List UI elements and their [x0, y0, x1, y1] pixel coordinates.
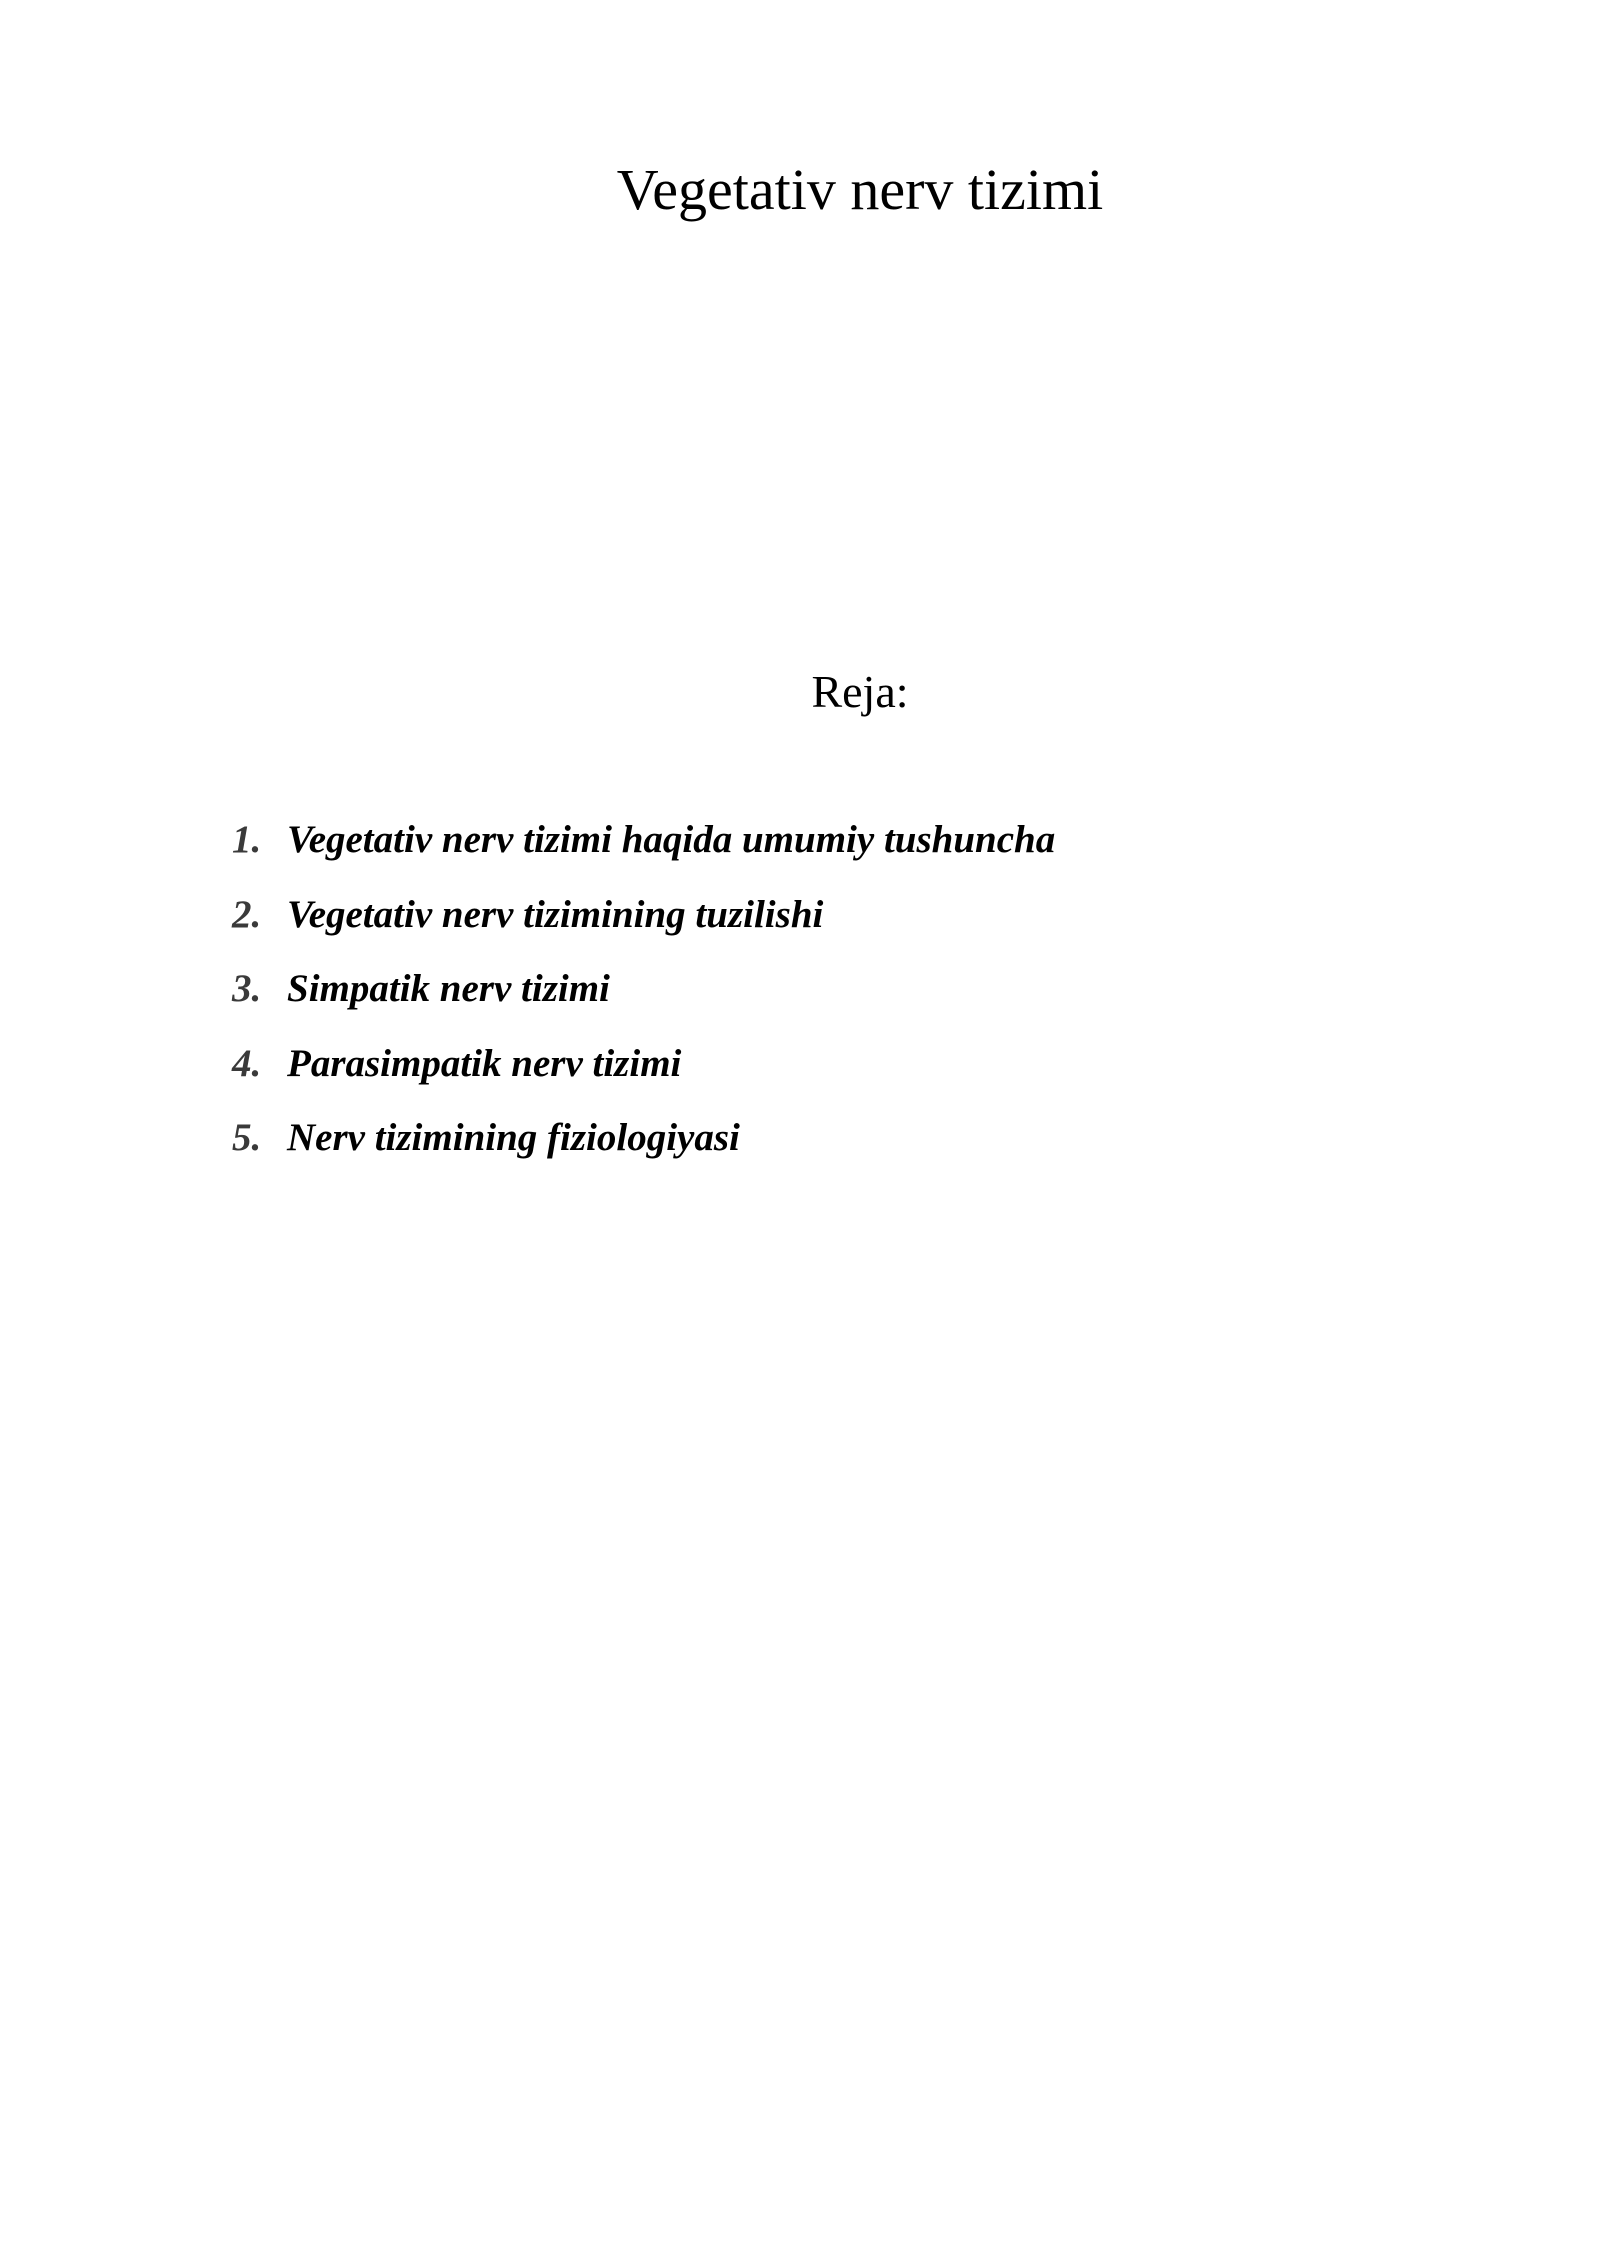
plan-item-number: 1. [232, 818, 262, 861]
plan-item [232, 1103, 1055, 1178]
plan-item-text: Simpatik nerv tizimi [287, 967, 610, 1010]
plan-item-text: Vegetativ nerv tizimining tuzilishi [287, 892, 824, 936]
plan-item [232, 805, 1055, 880]
plan-heading: Reja: [811, 666, 909, 717]
plan-item-number: 5. [232, 1116, 262, 1159]
plan-item-number: 3. [232, 967, 262, 1010]
plan-item-text: Vegetativ nerv tizimi haqida umumiy tushuncha [287, 818, 1056, 861]
plan-item-text: Parasimpatik nerv tizimi [287, 1041, 682, 1085]
plan-item [232, 880, 1055, 955]
plan-item-text: Nerv tizimining fiziologiyasi [287, 1116, 740, 1159]
plan-item-number: 4. [232, 1041, 262, 1085]
document-title: Vegetativ nerv tizimi [616, 157, 1104, 222]
plan-item-number: 2. [232, 892, 262, 936]
plan-item [232, 1029, 1055, 1104]
plan-list [232, 805, 1055, 1178]
plan-item [232, 954, 1055, 1029]
